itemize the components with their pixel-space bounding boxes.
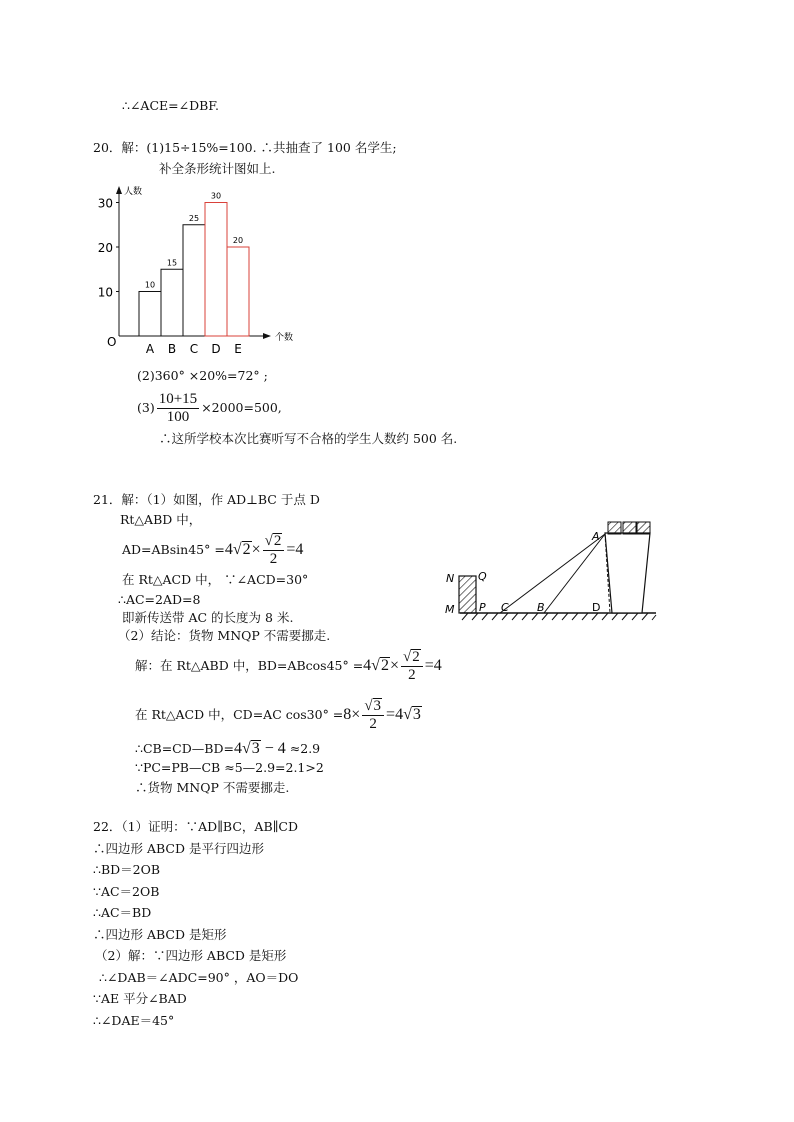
cd-times: × [351,706,361,723]
q21-cb: ∴CB=CD—BD=4√3 − 4 ≈2.9 [135,740,321,757]
q22-line: ∴四边形 ABCD 是矩形 [93,926,227,942]
platform [605,533,650,613]
q20-part3-fraction [157,391,199,426]
y-tick-label: 20 [97,241,113,255]
q20-part3-prefix: (3) [137,400,155,415]
ground-hatching [462,613,656,620]
bd-prefix: 解：在 Rt△ABD 中，BD=ABcos45° = [135,658,364,673]
q21-acd: 在 Rt△ACD 中， ∵∠ACD=30° [122,572,309,587]
x-axis-label: 个数 [275,333,294,343]
x-tick-label-a: A [145,342,155,356]
q22-line: ∴∠DAE＝45° [93,1012,175,1028]
bd-coef: 4 [363,657,372,674]
cd-result-coef: =4 [386,706,404,723]
cb-prefix: ∴CB=CD—BD= [135,741,234,756]
q21-line1: 21．解：（1）如图，作 AD⊥BC 于点 D [93,492,320,507]
cb-suffix: ≈2.9 [289,741,321,756]
cd-coef: 8 [343,706,352,723]
q20-fraction-den: 100 [166,409,190,425]
q22-line: ∵AC＝2OB [93,883,160,899]
cd-frac-num: 3 [373,698,382,714]
cb-coef: 4 [233,740,242,757]
q19-last-line: ∴∠ACE=∠DBF. [122,98,219,113]
q22-line: ∴AC＝BD [93,905,152,920]
box-1 [608,522,621,534]
ad-times: × [251,541,261,558]
bar-label-d: 30 [210,191,222,201]
q21-bd-formula: 解：在 Rt△ABD 中，BD=ABcos45° =4√2× $\frac{√2}{2}$ =4 [135,649,442,683]
origin-label: O [107,335,117,349]
q21-pc: ∵PC=PB—CB ≈5—2.9=2.1>2 [135,760,324,775]
x-tick-label-e: E [234,342,242,356]
cargo-mnqp [459,576,476,613]
q21-ac: ∴AC=2AD=8 [118,592,201,607]
q21-line2: Rt△ABD 中， [120,512,202,527]
bd-frac-num: 2 [412,649,420,665]
cd-frac-den: 2 [369,716,377,732]
q20-part3 [137,388,282,428]
ad-fraction: $\frac{√2}{2}$ [263,533,285,568]
q22-line: ∴∠DAB＝∠ADC=90° ，AO＝DO [99,969,299,985]
label-m: M [445,603,455,616]
bd-fraction: $\frac{√2}{2}$ [401,649,423,684]
bar-label-a: 10 [144,280,156,290]
bar-e [227,247,249,336]
x-tick-label-c: C [189,342,199,356]
x-tick-label-b: B [167,342,177,356]
box-2 [623,522,636,534]
ad-radicand: 2 [242,541,251,558]
bar-chart [95,180,315,360]
x-axis-arrow [263,333,271,339]
ad-prefix: AD=ABsin45° = [122,542,225,557]
label-q: Q [478,570,487,583]
cd-prefix: 在 Rt△ACD 中，CD=AC cos30° = [135,707,344,722]
bd-frac-den: 2 [408,667,416,683]
label-n: N [446,572,455,585]
bar-c [183,225,205,336]
bd-radicand: 2 [380,657,389,674]
q22-line: （2）解：∵四边形 ABCD 是矩形 [95,948,287,963]
ad-coef: 4 [224,541,233,558]
q22-line: 22．（1）证明：∵AD∥BC，AB∥CD [93,819,298,834]
bd-result: =4 [424,657,442,674]
y-axis-label: 人数 [124,187,143,197]
q22-line: ∴BD＝2OB [93,862,161,877]
ad-frac-den: 2 [269,551,278,567]
q20-part2: (2)360° ×20%=72° ; [137,368,268,383]
bar-a [139,292,161,337]
bar-label-b: 15 [166,258,178,268]
box-3 [637,522,650,534]
q20-fraction-num: 10+15 [158,391,198,407]
label-a: A [592,530,600,543]
cd-fraction: $\frac{√3}{2}$ [362,698,384,733]
q22-line: ∵AE 平分∠BAD [93,991,187,1006]
q21-length: 即新传送带 AC 的长度为 8 米. [122,610,294,625]
x-tick-label-d: D [211,342,221,356]
cd-result-radicand: 3 [412,706,421,723]
cb-minus: − 4 [264,740,286,757]
q21-ad-formula: AD=ABsin45° =4√2× $\frac{√2}{2}$ =4 [122,533,304,567]
q20-part3-suffix: ×2000=500, [201,400,282,415]
ad-frac-num: 2 [273,533,282,549]
ad-result: =4 [286,541,304,558]
label-p: P [479,601,486,614]
bd-times: × [389,657,399,674]
q21-part2: （2）结论：货物 MNQP 不需要挪走. [118,628,331,643]
label-b: B [537,601,545,614]
q21-cd-formula: 在 Rt△ACD 中，CD=AC cos30° =8× $\frac{√3}{2}$ =4√3 [135,698,421,732]
cb-radicand: 3 [251,740,260,757]
bar-b [161,269,183,336]
label-d: D [592,601,601,614]
bar-d [205,203,227,337]
y-tick-label: 10 [97,285,113,300]
q20-line1: 20．解：(1)15÷15%=100. ∴共抽查了 100 名学生; [93,140,397,155]
q21-final: ∴货物 MNQP 不需要挪走. [135,780,290,795]
y-axis-arrow [116,186,122,194]
bar-label-e: 20 [232,236,244,245]
bar-label-c: 25 [188,213,200,223]
line-ac [500,534,605,613]
q22-line: ∴四边形 ABCD 是平行四边形 [93,840,264,856]
label-c: C [501,601,509,614]
q20-conclusion: ∴这所学校本次比赛听写不合格的学生人数约 500 名. [159,431,458,446]
conveyor-figure [438,518,660,628]
q20-line2: 补全条形统计图如上. [159,161,276,176]
y-tick-label: 30 [97,196,113,211]
